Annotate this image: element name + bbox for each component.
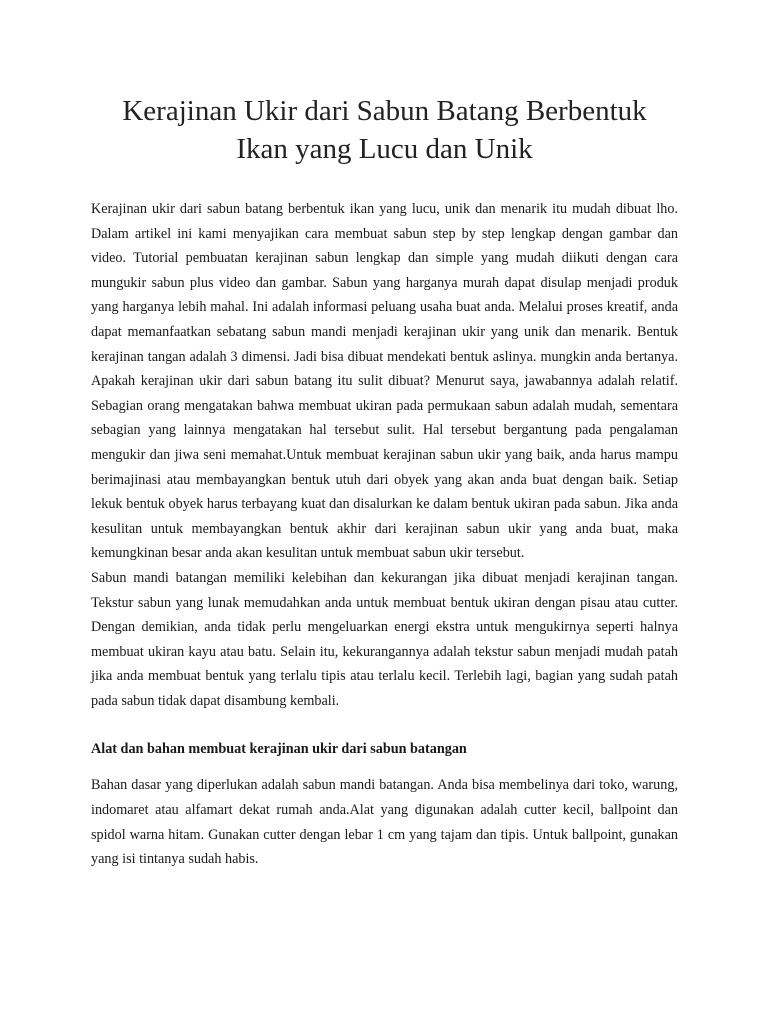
paragraph-intro: Kerajinan ukir dari sabun batang berbentuk ikan yang lucu, unik dan menarik itu mudah dibuat lho. Dalam artikel ini kami menyajikan cara membuat sabun step by step lengkap dengan gambar dan video. Tutorial pembuatan kerajinan sabun lengkap dan simple yang mudah diikuti dengan cara mungukir sabun plus video dan gambar. Sabun yang harganya murah dapat disulap menjadi produk yang harganya lebih mahal. Ini adalah informasi peluang usaha buat anda. Melalui proses kreatif, anda dapat memanfaatkan sebatang sabun mandi menjadi kerajinan ukir yang unik dan menarik. Bentuk kerajinan tangan adalah 3 dimensi. Jadi bisa dibuat mendekati bentuk aslinya. mungkin anda bertanya. Apakah kerajinan ukir dari sabun batang itu sulit dibuat? Menurut saya, jawabannya adalah relatif. Sebagian orang mengatakan bahwa membuat ukiran pada permukaan sabun adalah mudah, sementara sebagian yang lainnya mengatakan hal tersebut sulit. Hal tersebut bergantung pada pengalaman mengukir dan jiwa seni memahat.Untuk membuat kerajinan sabun ukir yang baik, anda harus mampu berimajinasi atau membayangkan bentuk utuh dari obyek yang akan anda buat dengan baik. Setiap lekuk bentuk obyek harus terbayang kuat dan disalurkan ke dalam bentuk ukiran pada sabun. Jika anda kesulitan untuk membayangkan bentuk akhir dari kerajinan sabun ukir yang anda buat, maka kemungkinan besar anda akan kesulitan untuk membuat sabun ukir tersebut.: [91, 201, 678, 562]
document-body: [91, 197, 678, 872]
title-line-1: Kerajinan Ukir dari Sabun Batang Berbentuk: [122, 95, 647, 127]
paragraph-soap-pros-cons: Sabun mandi batangan memiliki kelebihan dan kekurangan jika dibuat menjadi kerajinan tangan. Tekstur sabun yang lunak memudahkan anda untuk membuat bentuk ukiran dengan pisau atau cutter. Dengan demikian, anda tidak perlu mengeluarkan energi ekstra untuk mengukirnya seperti halnya membuat ukiran kayu atau batu. Selain itu, kekurangannya adalah tekstur sabun menjadi mudah patah jika anda membuat bentuk yang terlalu tipis atau terlalu kecil. Terlebih lagi, bagian yang sudah patah pada sabun tidak dapat disambung kembali.: [91, 569, 678, 709]
document-title: [91, 92, 678, 168]
paragraph-materials: Bahan dasar yang diperlukan adalah sabun mandi batangan. Anda bisa membelinya dari toko, warung, indomaret atau alfamart dekat rumah anda.Alat yang digunakan adalah cutter kecil, ballpoint dan spidol warna hitam. Gunakan cutter dengan lebar 1 cm yang tajam dan tipis. Untuk ballpoint, gunakan yang isi tintanya sudah habis.: [91, 777, 678, 868]
section-heading-tools: Alat dan bahan membuat kerajinan ukir dari sabun batangan: [91, 741, 467, 758]
title-line-2: Ikan yang Lucu dan Unik: [236, 133, 533, 165]
